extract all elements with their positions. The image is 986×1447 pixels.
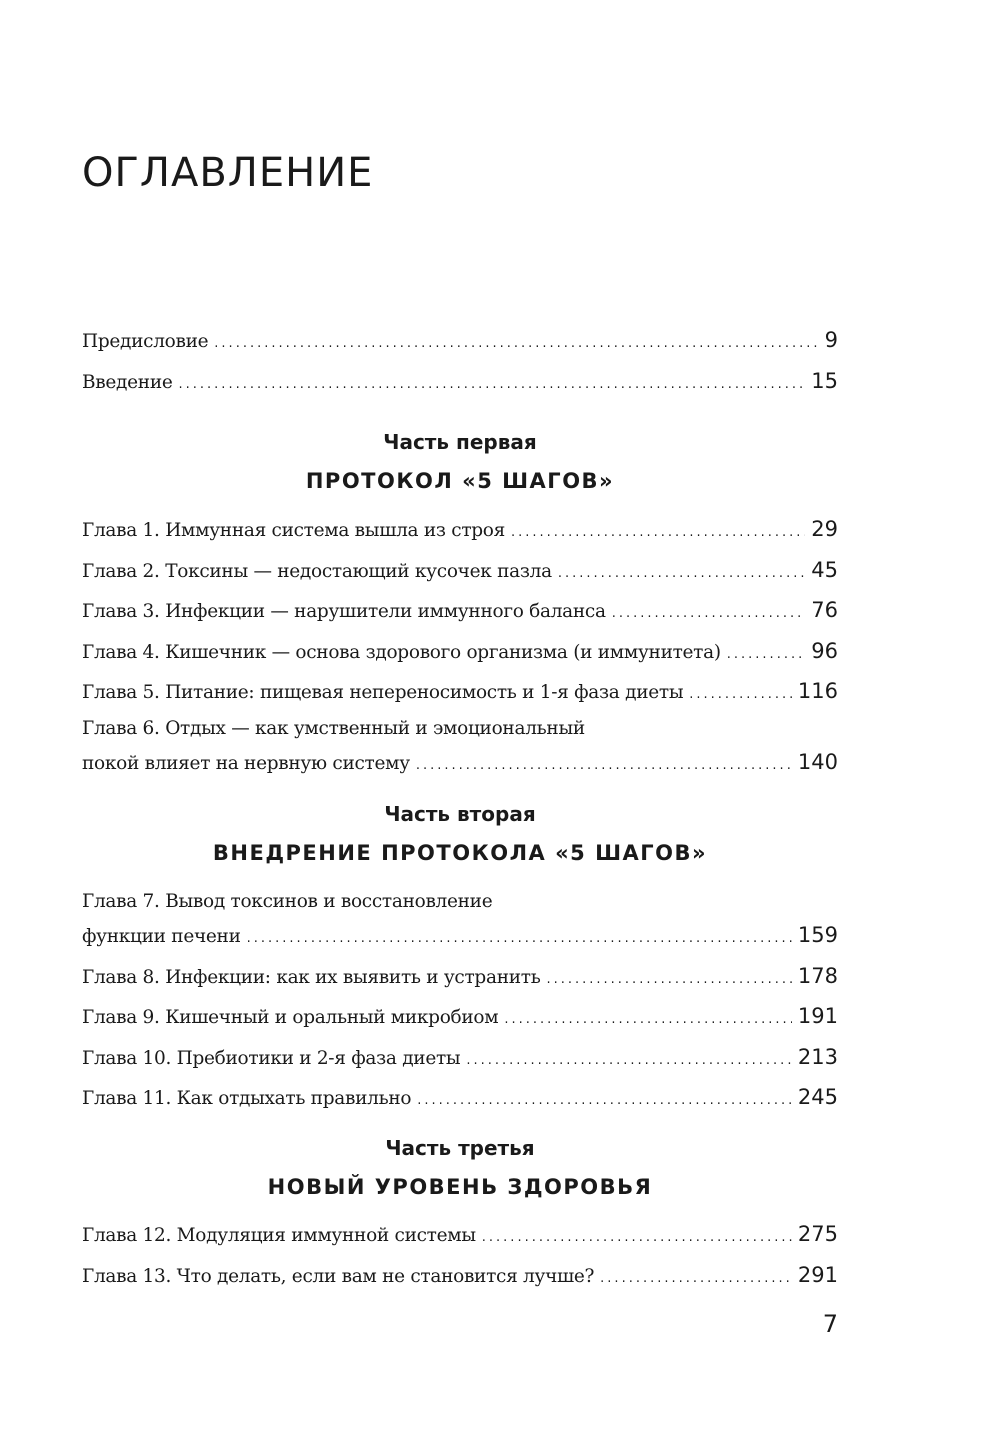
toc-entry-chapter-8[interactable] (82, 958, 838, 999)
part-label: Часть первая (383, 430, 537, 454)
toc-entry-chapter-6[interactable] (82, 714, 838, 785)
part-label: Часть третья (385, 1136, 535, 1160)
part-3-entries (82, 1216, 838, 1297)
dot-leader (179, 366, 806, 404)
part-title: НОВЫЙ УРОВЕНЬ ЗДОРОВЬЯ (267, 1175, 653, 1199)
dot-leader (214, 325, 818, 363)
toc-entry-label: Глава 1. Иммунная система вышла из строя (82, 520, 506, 541)
toc-entry-label: Глава 12. Модуляция иммунной системы (82, 1225, 476, 1246)
toc-entry-chapter-7[interactable] (82, 887, 838, 958)
toc-entry-label: Глава 8. Инфекции: как их выявить и устранить (82, 966, 541, 988)
toc-entry-label-line-1: Глава 6. Отдых — как умственный и эмоциональный (82, 717, 585, 739)
toc-entry-chapter-5[interactable] (82, 673, 838, 714)
part-1-entries (82, 511, 838, 784)
part-1-heading (82, 424, 838, 502)
toc-entry-chapter-2[interactable] (82, 552, 838, 593)
toc-entry-introduction[interactable] (82, 363, 838, 404)
dot-leader (689, 676, 792, 714)
toc-entry-page: 275 (797, 1222, 838, 1246)
dot-leader (727, 636, 806, 674)
dot-leader (416, 747, 792, 785)
toc-entry-page: 213 (797, 1044, 838, 1069)
toc-entry-label-line-2: функции печени (82, 926, 241, 947)
toc-entry-chapter-1[interactable] (82, 511, 838, 552)
part-title: ПРОТОКОЛ «5 ШАГОВ» (305, 469, 615, 493)
dot-leader (504, 1001, 792, 1039)
toc-entry-chapter-12[interactable] (82, 1216, 838, 1257)
toc-entry-page: 191 (797, 1004, 838, 1028)
toc-entry-page: 159 (797, 923, 838, 947)
toc-entry-page: 76 (811, 598, 838, 622)
toc-entry-preface[interactable] (82, 322, 838, 363)
part-label: Часть вторая (384, 802, 536, 826)
toc-entry-label: Глава 10. Пребиотики и 2-я фаза диеты (82, 1047, 461, 1069)
toc-entry-chapter-4[interactable] (82, 633, 838, 674)
toc-entry-page: 291 (797, 1262, 838, 1287)
toc-entry-label: Предисловие (82, 331, 209, 352)
toc-entry-chapter-3[interactable] (82, 592, 838, 633)
toc-entry-page: 15 (811, 368, 838, 393)
toc-entry-chapter-10[interactable] (82, 1039, 838, 1080)
toc-entry-label: Глава 3. Инфекции — нарушители иммунного баланса (82, 601, 606, 622)
toc-entry-label-line-2: покой влияет на нервную систему (82, 752, 410, 774)
toc-entry-label: Глава 9. Кишечный и оральный микробиом (82, 1007, 499, 1028)
toc-entry-label: Глава 2. Токсины — недостающий кусочек пазла (82, 560, 552, 582)
toc-entry-page: 140 (797, 749, 838, 774)
toc-entry-label: Введение (82, 371, 173, 393)
part-2-entries (82, 887, 838, 1120)
toc-entry-label-line-1: Глава 7. Вывод токсинов и восстановление (82, 891, 493, 912)
toc-entry-label: Глава 11. Как отдыхать правильно (82, 1088, 412, 1109)
page-number: 7 (822, 1310, 838, 1338)
dot-leader (511, 514, 805, 552)
toc-entry-label: Глава 13. Что делать, если вам не становится лучше? (82, 1265, 595, 1287)
part-3-heading (82, 1130, 838, 1208)
part-2-heading (82, 796, 838, 874)
dot-leader (612, 595, 806, 633)
front-matter-list (82, 322, 838, 403)
page-title: ОГЛАВЛЕНИЕ (82, 150, 374, 196)
toc-entry-page: 178 (797, 963, 838, 988)
toc-entry-page: 96 (811, 638, 838, 663)
toc-entry-page: 245 (797, 1085, 838, 1109)
toc-entry-page: 9 (824, 328, 838, 352)
dot-leader (466, 1042, 792, 1080)
dot-leader (546, 961, 791, 999)
toc-entry-page: 29 (811, 517, 838, 541)
dot-leader (600, 1260, 792, 1298)
toc-entry-chapter-13[interactable] (82, 1257, 838, 1298)
part-title: ВНЕДРЕНИЕ ПРОТОКОЛА «5 ШАГОВ» (212, 841, 708, 865)
toc-entry-chapter-11[interactable] (82, 1079, 838, 1120)
toc-entry-chapter-9[interactable] (82, 998, 838, 1039)
dot-leader (482, 1219, 792, 1257)
dot-leader (417, 1082, 792, 1120)
dot-leader (558, 555, 805, 593)
toc-entry-page: 116 (797, 679, 838, 703)
toc-entry-label: Глава 5. Питание: пищевая непереносимость и 1-я фаза диеты (82, 682, 684, 703)
toc-entry-label: Глава 4. Кишечник — основа здорового организма (и иммунитета) (82, 641, 721, 663)
toc-entry-page: 45 (811, 557, 838, 582)
dot-leader (247, 920, 792, 958)
